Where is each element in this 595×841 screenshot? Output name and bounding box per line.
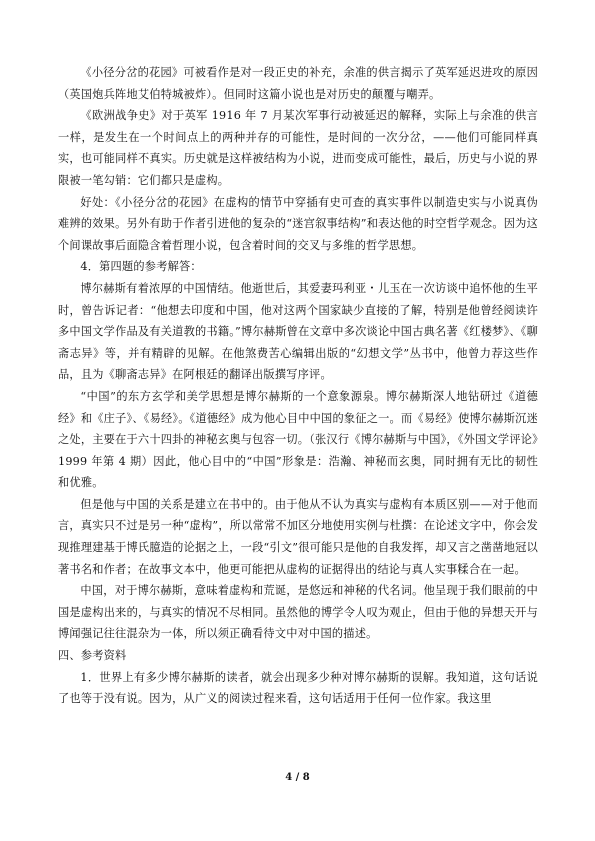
paragraph-relation-in-books: 但是他与中国的关系是建立在书中的。由于他从不认为真实与虚构有本质区别——对于他而言，真实只不过是另一种“虚构”，所以常常不加区分地使用实例与杜撰：在论述文字中，你会发现推理建基于博氏臆造的论据之上，一段“引文”很可能只是他的自我发挥，却又言之凿凿地冠以著书名和作者；在故事文本中，他更可能把从虚构的证据得出的结论与真人实事糅合在一起。 (58, 497, 538, 576)
paragraph-european-war-history: 《欧洲战争史》对于英军 1916 年 7 月某次军事行动被延迟的解释，实际上与余准的供言一样，是发生在一个时间点上的两种并存的可能性，是时间的一次分岔，——他们可能同样真实，也可能同样不真实。历史就是这样被结构为小说，进而变成可能性，最后，历史与小说的界限被一笔勾销：它们都只是虚构。 (58, 109, 538, 187)
paragraph-eastern-metaphysics: “中国”的东方玄学和美学思想是博尔赫斯的一个意象源泉。博尔赫斯深人地钻研过《道德经》和《庄子》、《易经》。《道德经》成为他心目中中国的象征之一。而《易经》使博尔赫斯沉迷之处，主要在于六十四卦的神秘玄奥与包容一切。（张汉行《博尔赫斯与中国》，《外国文学评论》1999 年第 4 期）因此，他心目中的“中国”形象是：浩瀚、神秘而玄奥，同时拥有无比的韧性和优雅。 (58, 389, 538, 490)
document-body (58, 62, 538, 710)
section-heading-references: 四、参考资料 (58, 649, 127, 663)
page-number: 4 / 8 (285, 772, 310, 783)
paragraph-reference-one: 1．世界上有多少博尔赫斯的读者，就会出现多少种对博尔赫斯的误解。我知道，这句话说了也等于没有说。因为，从广义的阅读过程来看，这句话适用于任何一位作家。我这里 (58, 670, 538, 706)
paragraph-benefits: 好处：《小径分岔的花园》在虚构的情节中穿插有史可查的真实事件以制造史实与小说真伪难辨的效果。另外有助于作者引进他的复杂的“迷宫叙事结构”和表达他的时空哲学观念。因为这个间课故事后面隐含着哲理小说，包含着时间的交叉与多维的哲学思想。 (58, 195, 538, 252)
paragraph-china-complex: 博尔赫斯有着浓厚的中国情结。他逝世后，其爱妻玛利亚・儿玉在一次访谈中追怀他的生平时，曾告诉记者：“他想去印度和中国，他对这两个国家缺少直接的了解，特别是他曾经阅读许多中国文学作品及有关道教的书籍。”博尔赫斯曾在文章中多次谈论中国古典名著《红楼梦》、《聊斋志异》等，并有精辟的见解。在他煞费苦心编辑出版的“幻想文学”丛书中，他曾力荐这些作品，且为《聊斋志异》在阿根廷的翻译出版撰写序评。 (58, 281, 538, 382)
paragraph-garden-supplement: 《小径分岔的花园》可被看作是对一段正史的补充，余准的供言揭示了英军延迟进攻的原因（英国炮兵阵地艾伯特城被炸）。但同时这篇小说也是对历史的颠覆与嘲弄。 (58, 66, 538, 101)
paragraph-question-four-heading: 4．第四题的参考解答： (80, 260, 202, 274)
paragraph-china-fiction: 中国，对于博尔赫斯，意味着虚构和荒诞，是悠远和神秘的代名词。他呈现于我们眼前的中国是虚构出来的，与真实的情况不尽相同。虽然他的博学令人叹为观止，但由于他的异想天开与博闻强记往往混杂为一体，所以须正确看待文中对中国的描述。 (58, 584, 538, 641)
